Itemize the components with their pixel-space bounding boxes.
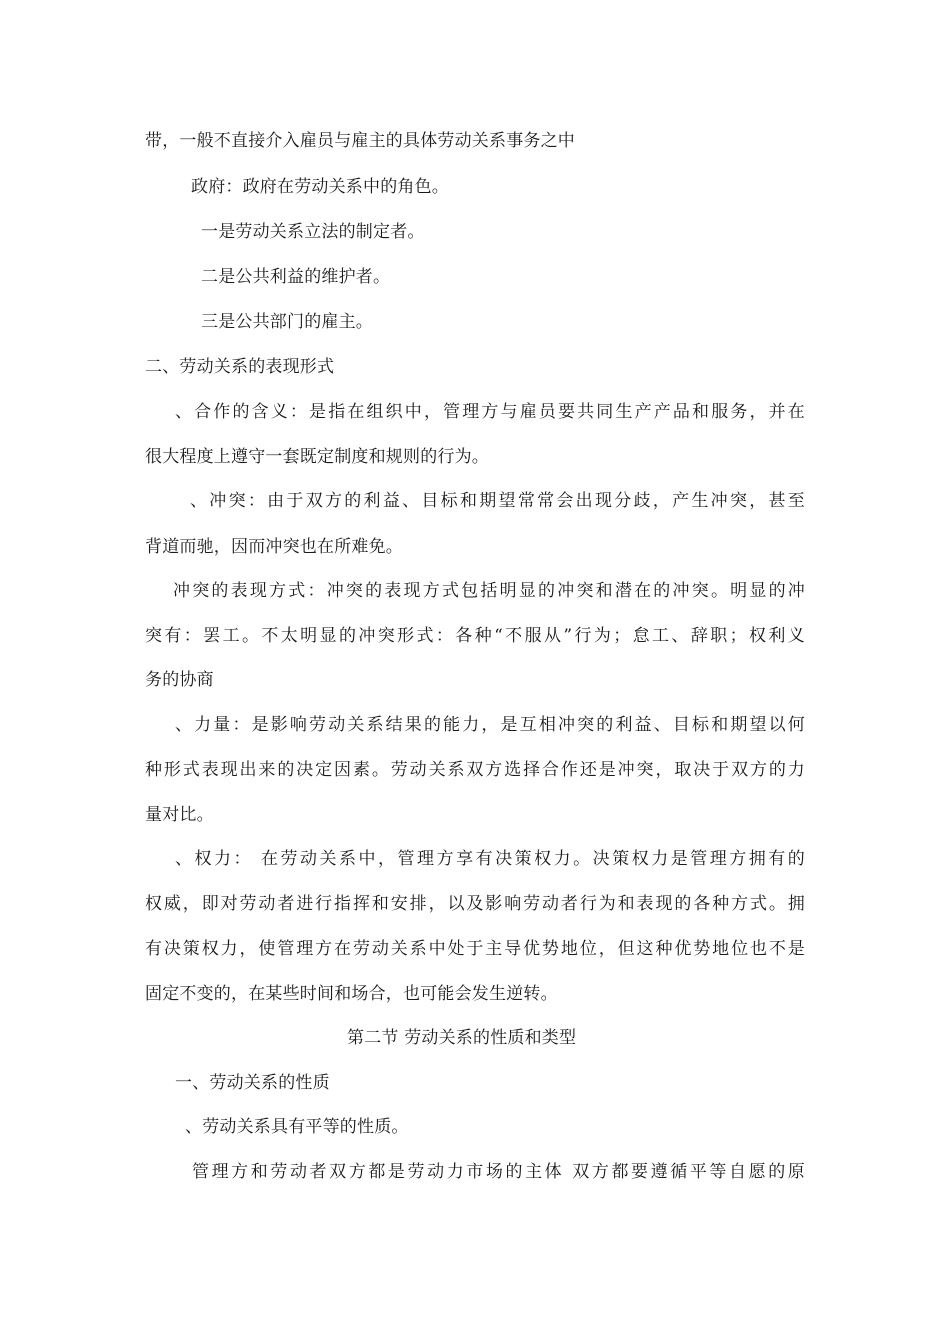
chapter-heading: 第二节 劳动关系的性质和类型 (347, 1028, 577, 1048)
text-line: 带，一般不直接介入雇员与雇主的具体劳动关系事务之中 (145, 131, 575, 151)
text-line: 种形式表现出来的决定因素。劳动关系双方选择合作还是冲突，取决于双方的力 (145, 760, 805, 780)
text-line: 突有：罢工。不太明显的冲突形式：各种“不服从”行为；怠工、辞职；权利义 (145, 626, 805, 646)
text-line: 政府：政府在劳动关系中的角色。 (191, 177, 449, 197)
text-line: 固定不变的，在某些时间和场合，也可能会发生逆转。 (145, 984, 558, 1004)
text-line: 二是公共利益的维护者。 (201, 267, 391, 287)
text-line: 权威，即对劳动者进行指挥和安排，以及影响劳动者行为和表现的各种方式。拥 (145, 894, 805, 914)
text-line: 三是公共部门的雇主。 (201, 312, 373, 332)
section-heading: 二、劳动关系的表现形式 (145, 357, 335, 377)
text-line: 背道而驰，因而冲突也在所难免。 (145, 537, 403, 557)
text-line: 务的协商 (145, 670, 214, 690)
text-line: 、力量：是影响劳动关系结果的能力，是互相冲突的利益、目标和期望以何 (175, 715, 805, 735)
text-line: 、合作的含义：是指在组织中，管理方与雇员要共同生产产品和服务，并在 (175, 402, 805, 422)
text-line: 、冲突：由于双方的利益、目标和期望常常会出现分歧，产生冲突，甚至 (190, 491, 805, 511)
text-line: 冲突的表现方式：冲突的表现方式包括明显的冲突和潜在的冲突。明显的冲 (173, 581, 805, 601)
text-line: 管理方和劳动者双方都是劳动力市场的主体 双方都要遵循平等自愿的原 (192, 1162, 805, 1182)
text-line: 、权力： 在劳动关系中，管理方享有决策权力。决策权力是管理方拥有的 (175, 849, 805, 869)
text-line: 有决策权力，使管理方在劳动关系中处于主导优势地位，但这种优势地位也不是 (145, 939, 805, 959)
text-line: 量对比。 (145, 805, 214, 825)
text-line: 很大程度上遵守一套既定制度和规则的行为。 (145, 447, 489, 467)
section-heading: 一、劳动关系的性质 (175, 1073, 330, 1093)
text-line: 、劳动关系具有平等的性质。 (185, 1117, 409, 1137)
text-line: 一是劳动关系立法的制定者。 (201, 222, 425, 242)
